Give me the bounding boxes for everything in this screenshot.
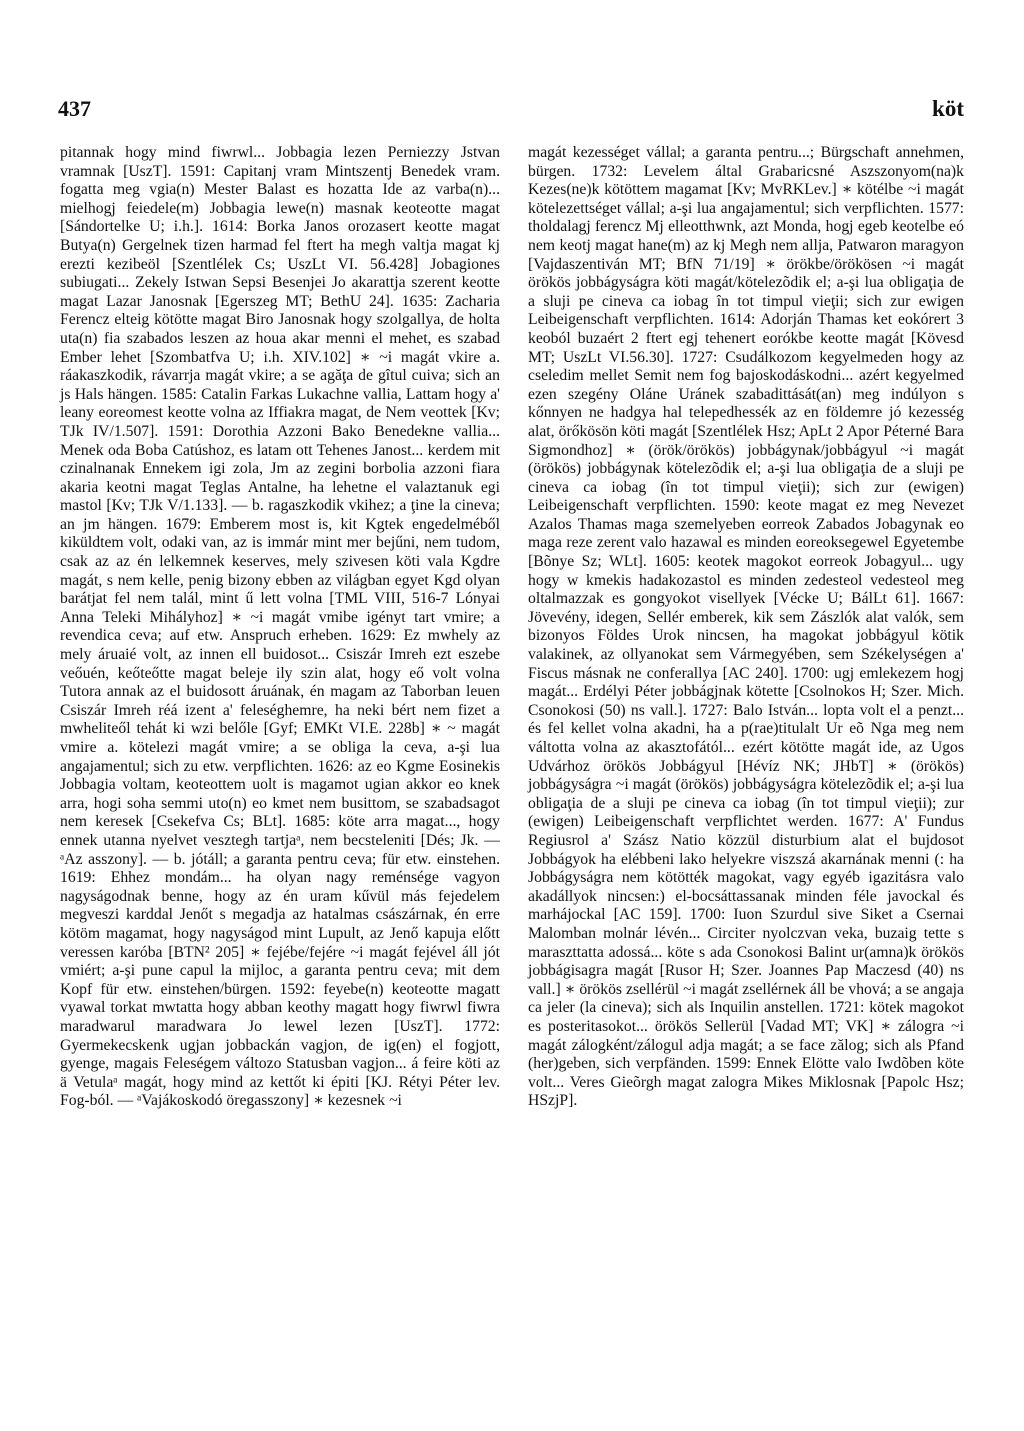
page-number: 437 (58, 96, 91, 121)
left-column-text: pitannak hogy mind fiwrwl... Jobbagia lezen Perniezzy Jstvan vramnak [UszT]. 1591: Capitanj vram Mintszentj Benedek vram. fogatta meg vgia(n) Mester Balast es hozatta Ide az varba(n)... mielhogj feiedele(m) Jobbagia lewe(n) masnak keoteotte magat [Sándortelke U; i.h.]. 1614: Borka Janos orozasert keotte magat Butya(n) Gergelnek tizen harmad fel ftert ha megh valtja magat kj erezti kezibeöl [Szentlélek Cs; UszLt VI. 56.428] Jobagiones subiugati... Zekely Istwan Sepsi Besenjei Jo akarattja szerent keotte magat Lazar Janosnak [Egerszeg MT; BethU 24]. 1635: Zacharia Ferencz elteig kötötte magat Biro Janosnak hogy szolgallya, de holta uta(n) fia szabados leszen az houa akar menni el mehet, es szabad Ember lehet [Szombatfva U; i.h. XIV.102] ∗ ~i magát vkire a. ráakaszkodik, rávarrja magát vkire; a se agăţa de gîtul cuiva; sich an js Hals hängen. 1585: Catalin Farkas Lukachne vallia, Lattam hogy a' leany eoreomest keotte volna az Iffiakra magat, de Nem veottek [Kv; TJk IV/1.507]. 1591: Dorothia Azzoni Bako Benedekne vallia... Menek oda Boba Catúshoz, es latam ott Tehenes Janost... kerdem mit czinalnanak Ennekem igi zola, Jm az zegini borbolia azzoni fiara akaria keotni magat Teglas Antalne, ha lehetne el valaztanuk egi mastol [Kv; TJk V/1.133]. — b. ragaszkodik vkihez; a ţine la cineva; an jm hängen. 1679: Emberem most is, kit Kgtek engedelméből kiküldtem volt, odaki van, az is immár mint mer bejűni, nem tudom, csak az az én lelkemnek keserves, mely szivesen köti vala Kgdre magát, s nem kelle, penig bizony ebben az világban egyet Kgd olyan barátjat fel nem talál, mint ű lett volna [TML VIII, 516-7 Lónyai Anna Teleki Mihályhoz] ∗ ~i magát vmibe igényt tart vmire; a revendica ceva; auf etw. Anspruch erheben. 1629: Ez mwhely az mely áruaié volt, az innen ell buidosot... Csiszár Imreh ezt eszebe veőuén, keőteőtte magat beleje ily szin alat, hogy eő volt volna Tutora annak az el buidosott áruának, én magam az Taborban leuen Csiszár Imreh réá izent a' feleséghemre, ha neki bért nem fizet a mwheliteől tehát ki wzi belőle [Gyf; EMKt VI.E. 228b] ∗ ~ magát vmire a. kötelezi magát vmire; a se obliga la ceva, a-şi lua angajamentul; sich zu etw. verpflichten. 1626: az eo Kgme Eosinekis Jobbagia voltam, keoteottem uolt is magamot ugian akkor eo knek arra, hogi soha semmi uto(n) eo kmet nem busittom, se szabadsagot nem keresek [Csekefva Cs; BLt]. 1685: köte arra magat..., hogy ennek utanna nyelvet vesztegh tartjaᵃ, nem becsteleniti [Dés; Jk. — ᵃAz asszony]. — b. jótáll; a garanta pentru ceva; für etw. einstehen. 1619: Ehhez mondám... ha olyan nagy reménsége vagyon nagyságodnak benne, hogy az én uram kűvül más fejedelem megveszi karddal Jenőt s megadja az hatalmas császárnak, én erre kötöm magamat, hogy nagyságod mint Lupult, az Jenő kapuja előtt veressen karóba [BTN² 205] ∗ fejébe/fejére ~i magát fejével áll jót vmiért; a-şi pune capul la mijloc, a garanta pentru ceva; mit dem Kopf für etw. einstehen/bürgen. 1592: feyebe(n) keoteotte magatt vyawal torkat mwtatta hogy abban keothy magatt hogy fiwrwl fiwra maradwarul maradwara Jo lewel lezen [UszT]. 1772: Gyermekecskenk ugjan jobbackán vagjon, de ig(en) el fogjott, gyenge, magais Feleségem változo Statusban vagjon... á feire köti az ä Vetulaᵃ magát, hogy mind az kettőt ki épiti [KJ. Rétyi Péter lev. Fog-ból. — ᵃVajákoskodó öregasszony] ∗ kezesnek ~i (60, 144, 500, 1110)
right-column-text: magát kezességet vállal; a garanta pentru...; Bürgschaft annehmen, bürgen. 1732: Levelem által Grabaricsné Aszszonyom(na)k Kezes(ne)k kötöttem magamat [Kv; MvRKLev.] ∗ kötélbe ~i magát kötelezettséget vállal; a-şi lua angajamentul; sich verpflichten. 1577: tholdalagj ferencz Mj elleotthwnk, azt Monda, hogj egeb keotelbe eó nem keotj magat hane(m) az kj Megh nem allja, Patwaron maragyon [Vajdaszentiván MT; BfN 71/19] ∗ örökbe/örökösen ~i magát örökös jobbágyságra köti magát/kötelezõdik el; a-şi lua obligaţia de a sluji pe cineva ca iobag în tot timpul vieţii; sich zur ewigen Leibeigenschaft verpflichten. 1614: Adorján Thamas ket eokórert 3 keoból buzaért 2 ftert egj tehenert eorókbe keotte magát [Kövesd MT; UszLt VI.56.30]. 1727: Csudálkozom kegyelmeden hogy az cseledim mellet Semit nem fog bajoskodáskodni... azért kegyelmed ezen szegény Oláne Uránek szabadittását(an) meg indúlyon s kőnnyen ne hadgya hal telepedhessék az en földemre jó kezesség alat, örőkösön köti magát [Szentlélek Hsz; ApLt 2 Apor Péterné Bara Sigmondhoz] ∗ (örök/örökös) jobbágynak/jobbágyul ~i magát (örökös) jobbágynak kötelezõdik el; a-şi lua obligaţia de a sluji pe cineva ca iobag (în tot timpul vieţii); sich zur (ewigen) Leibeigenschaft verpflichten. 1590: keote magat ez meg Nevezet Azalos Thamas maga szemelyeben eorreok Zabados Jobagynak eo maga reze zerent valo hazawal es minden eoreoksegewel Egyetembe [Bõnye Sz; WLt]. 1605: keotek magokot eorreok Jobagyul... ugy hogy w kmekis hadakozastol es minden zedesteol vedesteol meg oltalmazzak es gongyokot visellyek [Vécke U; BálLt 61]. 1667: Jövevény, idegen, Sellér emberek, kik sem Zászlók alat valók, sem bizonyos Földes Urok nincsen, ha magokat jobbágyul kötik valakinek, az ollyanokat sem Vármegyében, sem Székelységen a' Fiscus másnak ne conferallya [AC 240]. 1700: ugj emlekezem hogj magát... Erdélyi Péter jobbágjnak kötette [Csolnokos H; Szer. Mich. Csonokosi (50) ns vall.]. 1727: Balo István... lopta volt el a penzt... és fel kellet volna akadni, ha a p(rae)titulalt Ur eõ Nga meg nem váltotta volna az akasztofától... ezért kötötte magát ide, az Ugos Udvárhoz örökös Jobbágyul [Hévíz NK; JHbT] ∗ (örökös) jobbágyságra ~i magát (örökös) jobbágyságra kötelezõdik el; a-şi lua obligaţia de a sluji pe cineva ca iobag (în tot timpul vieţii); zur (ewigen) Leibeigenschaft verpflichtet werden. 1677: A' Fundus Regiusrol a' Szász Natio közzül disturbium alat el bujdosot Jobbágyok ha elébbeni lako helyekre viszszá akarnának menni (: ha Jobbágyságra nem kötötték magokat, vagy egyéb igazitásra valo akadállyok nincsen:) el-bocsáttassanak minden féle javockal és marhájockal [AC 159]. 1700: Iuon Szurdul sive Siket a Csernai Malomban molnár lévén... Circiter nyolczvan veka, buzaig tette s maraszttatta adossá... köte s ada Csonokosi Balint ur(amna)k örökös jobbágisagra magát [Rusor H; Szer. Joannes Pap Maczesd (40) ns vall.] ∗ örökös zsellérül ~i magát zsellérnek áll be vhová; a se angaja ca jeler (la cineva); sich als Inquilin anstellen. 1721: kötek magokot es posteritasokot... örökös Sellerül [Vadad MT; VK] ∗ zálogra ~i magát zálogként/zálogul adja magát; a se face zălog; sich als Pfand (her)geben, sich verpfänden. 1599: Ennek Elötte valo Iwdõben köte volt... Veres Gieõrgh magat zalogra Mikes Miklosnak [Papolc Hsz; HSzjP]. (528, 144, 964, 1110)
running-headword: köt (932, 96, 964, 121)
right-column (528, 144, 964, 1111)
left-column (60, 144, 500, 1111)
